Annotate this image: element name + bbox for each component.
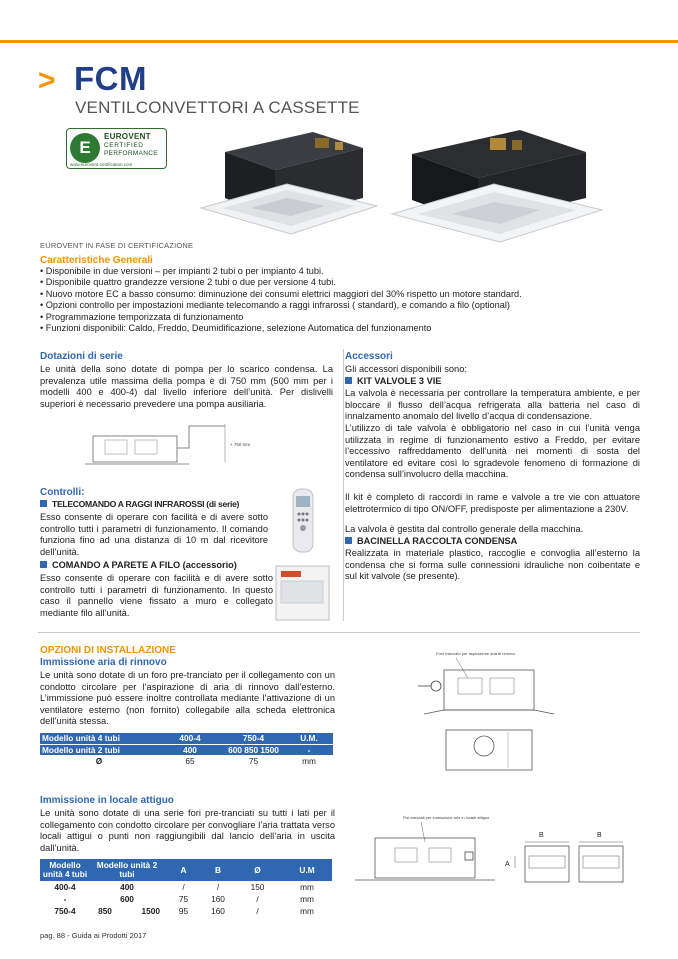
- controls-heading: Controlli:: [40, 487, 85, 498]
- table-row: 400-4 400 / / 150 mm: [54, 882, 314, 893]
- certification-note: EUROVENT IN FASE DI CERTIFICAZIONE: [40, 241, 194, 250]
- page-footer: pag. 88 - Guida ai Prodotti 2017: [40, 931, 147, 940]
- page-subtitle: VENTILCONVETTORI A CASSETTE: [75, 98, 360, 117]
- remote-control-text: Esso consente di operare con facilità e di avere sotto controllo tutti i parametri di funzionamento. Il comando funziona fino ad una distanza di 10 m dal ricevitore dell’unità.: [40, 512, 268, 557]
- installation-options-heading: OPZIONI DI INSTALLAZIONE: [40, 645, 176, 656]
- drip-tray-subheading: BACINELLA RACCOLTA CONDENSA: [345, 536, 517, 548]
- remote-control-subheading: TELECOMANDO A RAGGI INFRAROSSI (di serie): [40, 499, 239, 511]
- accessories-heading: Accessori: [345, 351, 393, 362]
- adjacent-room-table: [40, 859, 332, 917]
- drip-tray-text: Realizzata in materiale plastico, raccoglie e convoglia all’esterno la condensa che si forma sulle connessioni idrauliche non coibentate e sul kit valvole (se presente).: [345, 548, 640, 582]
- square-bullet-icon: [40, 500, 47, 507]
- product-photo-small: [195, 128, 380, 236]
- general-features-heading: Caratteristiche Generali: [40, 255, 153, 266]
- table-row: Modello unità 4 tubi Modello unità 2 tubi A B Ø U.M: [40, 859, 332, 881]
- valve-kit-text-4: La valvola è gestita dal controllo generale della macchina.: [345, 524, 584, 534]
- title-arrow: >: [38, 64, 56, 97]
- list-item: • Disponibile in due versioni – per impianti 2 tubi o per impianto 4 tubi.: [40, 266, 324, 276]
- standard-equipment-text: Le unità della sono dotate di pompa per lo scarico condensa. La prevalenza utile massima della pompa è di 750 mm (500 mm per i modelli 400 e 400-4) dal livello inferiore dell’unità. Per dislivelli superiori è necessario prevedere una pompa ausiliaria.: [40, 364, 333, 409]
- page-title: FCM: [74, 60, 147, 97]
- list-item: • Opzioni controllo per impostazioni mediante telecomando a raggi infrarossi ( standard), e comando a filo (optional): [40, 300, 510, 311]
- dimension-b-label: B: [597, 832, 602, 839]
- dimension-a-label: A: [505, 861, 510, 868]
- top-rule: [0, 40, 678, 43]
- eurovent-logo: E EUROVENT CERTIFIED PERFORMANCE www.eurovent-certification.com: [66, 128, 167, 169]
- adjacent-room-diagram-label: Pre-tranciati per immissione aria in locale attiguo: [403, 815, 490, 820]
- wall-control-image: [275, 565, 330, 621]
- list-item: • Funzioni disponibili: Caldo, Freddo, Deumidificazione, selezione Automatica del funzionamento: [40, 323, 432, 334]
- fresh-air-table: [40, 733, 333, 767]
- wall-control-subheading: COMANDO A PARETE A FILO (accessorio): [40, 560, 237, 572]
- table-row: Modello unità 2 tubi 400 600 850 1500 -: [40, 744, 333, 755]
- table-row: Ø 65 75 mm: [95, 756, 316, 767]
- wall-control-text: Esso consente di operare con facilità e di avere sotto controllo tutti i parametri di funzionamento. In questo caso il pannello viene fissato a muro e collegato mediante filo all’unità.: [40, 573, 273, 618]
- list-item: • Programmazione temporizzata di funzionamento: [40, 311, 244, 322]
- fresh-air-heading: Immissione aria di rinnovo: [40, 657, 167, 668]
- adjacent-room-diagram: [355, 812, 640, 894]
- dimension-b-label: B: [539, 832, 544, 839]
- table-row: Modello unità 4 tubi 400-4 750-4 U.M.: [40, 733, 333, 744]
- remote-control-image: [290, 488, 316, 554]
- product-photo-large: [390, 126, 605, 244]
- adjacent-room-heading: Immissione in locale attiguo: [40, 795, 174, 806]
- pump-diagram: [85, 418, 270, 476]
- list-item: • Nuovo motore EC a basso consumo: diminuzione dei consumi elettrici maggiori del 30% rispetto un motore standard.: [40, 288, 522, 299]
- square-bullet-icon: [345, 537, 352, 544]
- eurovent-mark-icon: E: [70, 133, 100, 163]
- valve-kit-subheading: KIT VALVOLE 3 VIE: [345, 376, 441, 388]
- valve-kit-text-1: La valvola è necessaria per controllare la temperatura ambiente, e per bloccare il flusso dell’acqua refrigerata alla batteria nel caso di innalzamento anomalo del livello d’acqua di condensazione.: [345, 388, 640, 422]
- valve-kit-text-2: L’utilizzo di tale valvola è obbligatorio nel caso in cui l’unità venga utilizzata in regime di funzionamento estivo a Freddo, per evitare l’eccessivo raffreddamento dell’unità nei momenti di sosta del ventilatore ed evitare così lo sgradevole fenomeno di formazione di condensa sull’involucro della macchina.: [345, 423, 640, 480]
- list-item: • Disponibile quattro grandezze versione 2 tubi o due per versione 4 tubi.: [40, 277, 336, 288]
- square-bullet-icon: [40, 561, 47, 568]
- general-features-list: [40, 266, 600, 334]
- fresh-air-diagram-label: Foro tranciato per aspirazione aria di rinnovo: [436, 651, 516, 656]
- table-row: - 600 75 160 / mm: [63, 894, 314, 904]
- adjacent-room-text: Le unità sono dotate di una serie fori pre-tranciati su tutti i lati per il collegamento con condotto circolare per convogliare l’aria trattata verso locali attigui o punti non raggiungibili dal lancio dell’aria in uscita dall’unità.: [40, 808, 335, 853]
- valve-kit-text-3: Il kit è completo di raccordi in rame e valvole a tre vie con attuatore elettrotermico di tipo ON/OFF, predisposte per alimentazione a 230V.: [345, 492, 640, 514]
- table-row: 750-4 850 1500 95 160 / mm: [54, 906, 314, 916]
- standard-equipment-heading: Dotazioni di serie: [40, 351, 123, 362]
- column-divider: [343, 349, 344, 621]
- fresh-air-diagram: [418, 648, 556, 776]
- fresh-air-text: Le unità sono dotate di un foro pre-tranciato per il collegamento con un condotto circolare per l’aspirazione di aria di rinnovo dall’esterno. L’immissione può essere inoltre controllata mediante l’attivazione di un ventilatore esterno (non fornito) collegabile alla scheda elettronica dell’unità stessa.: [40, 670, 335, 727]
- accessories-intro: Gli accessori disponibili sono:: [345, 364, 467, 374]
- square-bullet-icon: [345, 377, 352, 384]
- section-divider: [38, 632, 640, 633]
- pump-height-label: + 750 mm: [230, 442, 251, 447]
